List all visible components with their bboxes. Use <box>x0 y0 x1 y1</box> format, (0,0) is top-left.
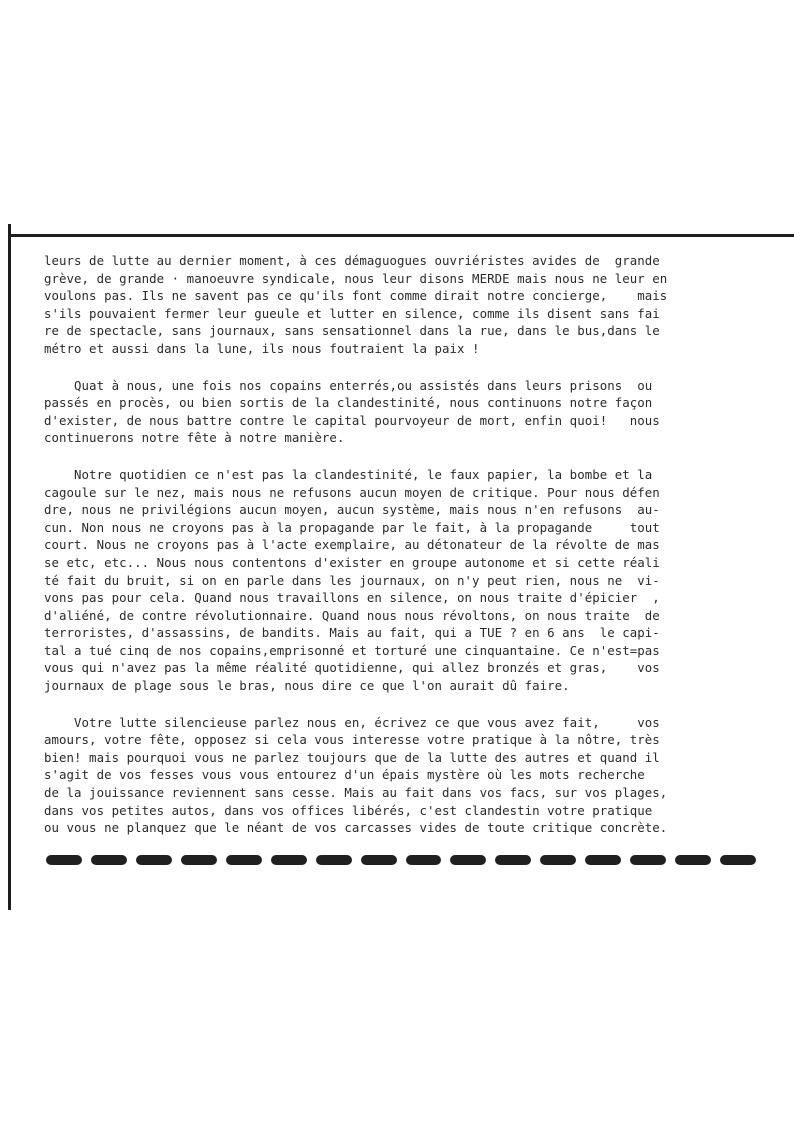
text-line: passés en procès, ou bien sortis de la clandestinité, nous continuons notre façon <box>44 395 653 411</box>
separator-dash <box>540 855 576 865</box>
text-line: té fait du bruit, si on en parle dans les journaux, on n'y peut rien, nous ne vi- <box>44 572 660 588</box>
text-line: amours, votre fête, opposez si cela vous interesse votre pratique à la nôtre, très <box>44 732 660 748</box>
paragraph-1 <box>44 252 764 358</box>
text-line: bien! mais pourquoi vous ne parlez toujours que de la lutte des autres et quand il <box>44 749 660 765</box>
text-line: terroristes, d'assassins, de bandits. Mais au fait, qui a TUE ? en 6 ans le capi- <box>44 625 660 641</box>
text-line: court. Nous ne croyons pas à l'acte exemplaire, au détonateur de la révolte de mas <box>44 537 660 553</box>
text-line: Notre quotidien ce n'est pas la clandestinité, le faux papier, la bombe et la <box>44 466 653 482</box>
text-line: ou vous ne planquez que le néant de vos carcasses vides de toute critique concrète. <box>44 820 668 836</box>
separator-dash <box>271 855 307 865</box>
separator-dash <box>181 855 217 865</box>
text-line: d'aliéné, de contre révolutionnaire. Quand nous nous révoltons, on nous traite de <box>44 607 660 623</box>
separator-dash <box>720 855 756 865</box>
text-line: continuerons notre fête à notre manière. <box>44 430 345 446</box>
left-border-rule <box>8 224 11 910</box>
separator-dash <box>630 855 666 865</box>
separator-dash <box>495 855 531 865</box>
separator-dash <box>136 855 172 865</box>
text-line: voulons pas. Ils ne savent pas ce qu'ils font comme dirait notre concierge, mais <box>44 288 668 304</box>
dashed-separator <box>46 855 756 865</box>
separator-dash <box>46 855 82 865</box>
body-text <box>44 252 764 856</box>
separator-dash <box>361 855 397 865</box>
separator-dash <box>91 855 127 865</box>
paragraph-2 <box>44 377 764 447</box>
text-line: cun. Non nous ne croyons pas à la propagande par le fait, à la propagande tout <box>44 519 660 535</box>
text-line: métro et aussi dans la lune, ils nous foutraient la paix ! <box>44 340 480 356</box>
text-line: journaux de plage sous le bras, nous dire ce que l'on aurait dû faire. <box>44 678 570 694</box>
separator-dash <box>316 855 352 865</box>
text-line: Votre lutte silencieuse parlez nous en, écrivez ce que vous avez fait, vos <box>44 714 660 730</box>
separator-dash <box>406 855 442 865</box>
text-line: s'agit de vos fesses vous vous entourez d'un épais mystère où les mots recherche <box>44 767 645 783</box>
text-line: de la jouissance reviennent sans cesse. Mais au fait dans vos facs, sur vos plages, <box>44 785 668 801</box>
text-line: vons pas pour cela. Quand nous travaillons en silence, on nous traite d'épicier , <box>44 590 660 606</box>
text-line: re de spectacle, sans journaux, sans sensationnel dans la rue, dans le bus,dans le <box>44 323 660 339</box>
top-border-rule <box>8 234 794 237</box>
text-line: se etc, etc... Nous nous contentons d'exister en groupe autonome et si cette réali <box>44 554 660 570</box>
separator-dash <box>226 855 262 865</box>
separator-dash <box>675 855 711 865</box>
text-line: dans vos petites autos, dans vos offices libérés, c'est clandestin votre pratique <box>44 802 653 818</box>
text-line: tal a tué cinq de nos copains,emprisonné et torturé une cinquantaine. Ce n'est=pas <box>44 642 660 658</box>
paragraph-3 <box>44 466 764 695</box>
text-line: Quat à nous, une fois nos copains enterrés,ou assistés dans leurs prisons ou <box>44 377 653 393</box>
text-line: cagoule sur le nez, mais nous ne refusons aucun moyen de critique. Pour nous défen <box>44 484 660 500</box>
separator-dash <box>450 855 486 865</box>
text-line: d'exister, de nous battre contre le capital pourvoyeur de mort, enfin quoi! nous <box>44 412 660 428</box>
text-line: s'ils pouvaient fermer leur gueule et lutter en silence, comme ils disent sans fai <box>44 305 660 321</box>
paragraph-4 <box>44 714 764 837</box>
text-line: grève, de grande · manoeuvre syndicale, nous leur disons MERDE mais nous ne leur en <box>44 270 668 286</box>
text-line: vous qui n'avez pas la même réalité quotidienne, qui allez bronzés et gras, vos <box>44 660 660 676</box>
text-line: dre, nous ne privilégions aucun moyen, aucun système, mais nous n'en refusons au- <box>44 502 660 518</box>
separator-dash <box>585 855 621 865</box>
text-line: leurs de lutte au dernier moment, à ces démaguogues ouvriéristes avides de grande <box>44 253 660 268</box>
